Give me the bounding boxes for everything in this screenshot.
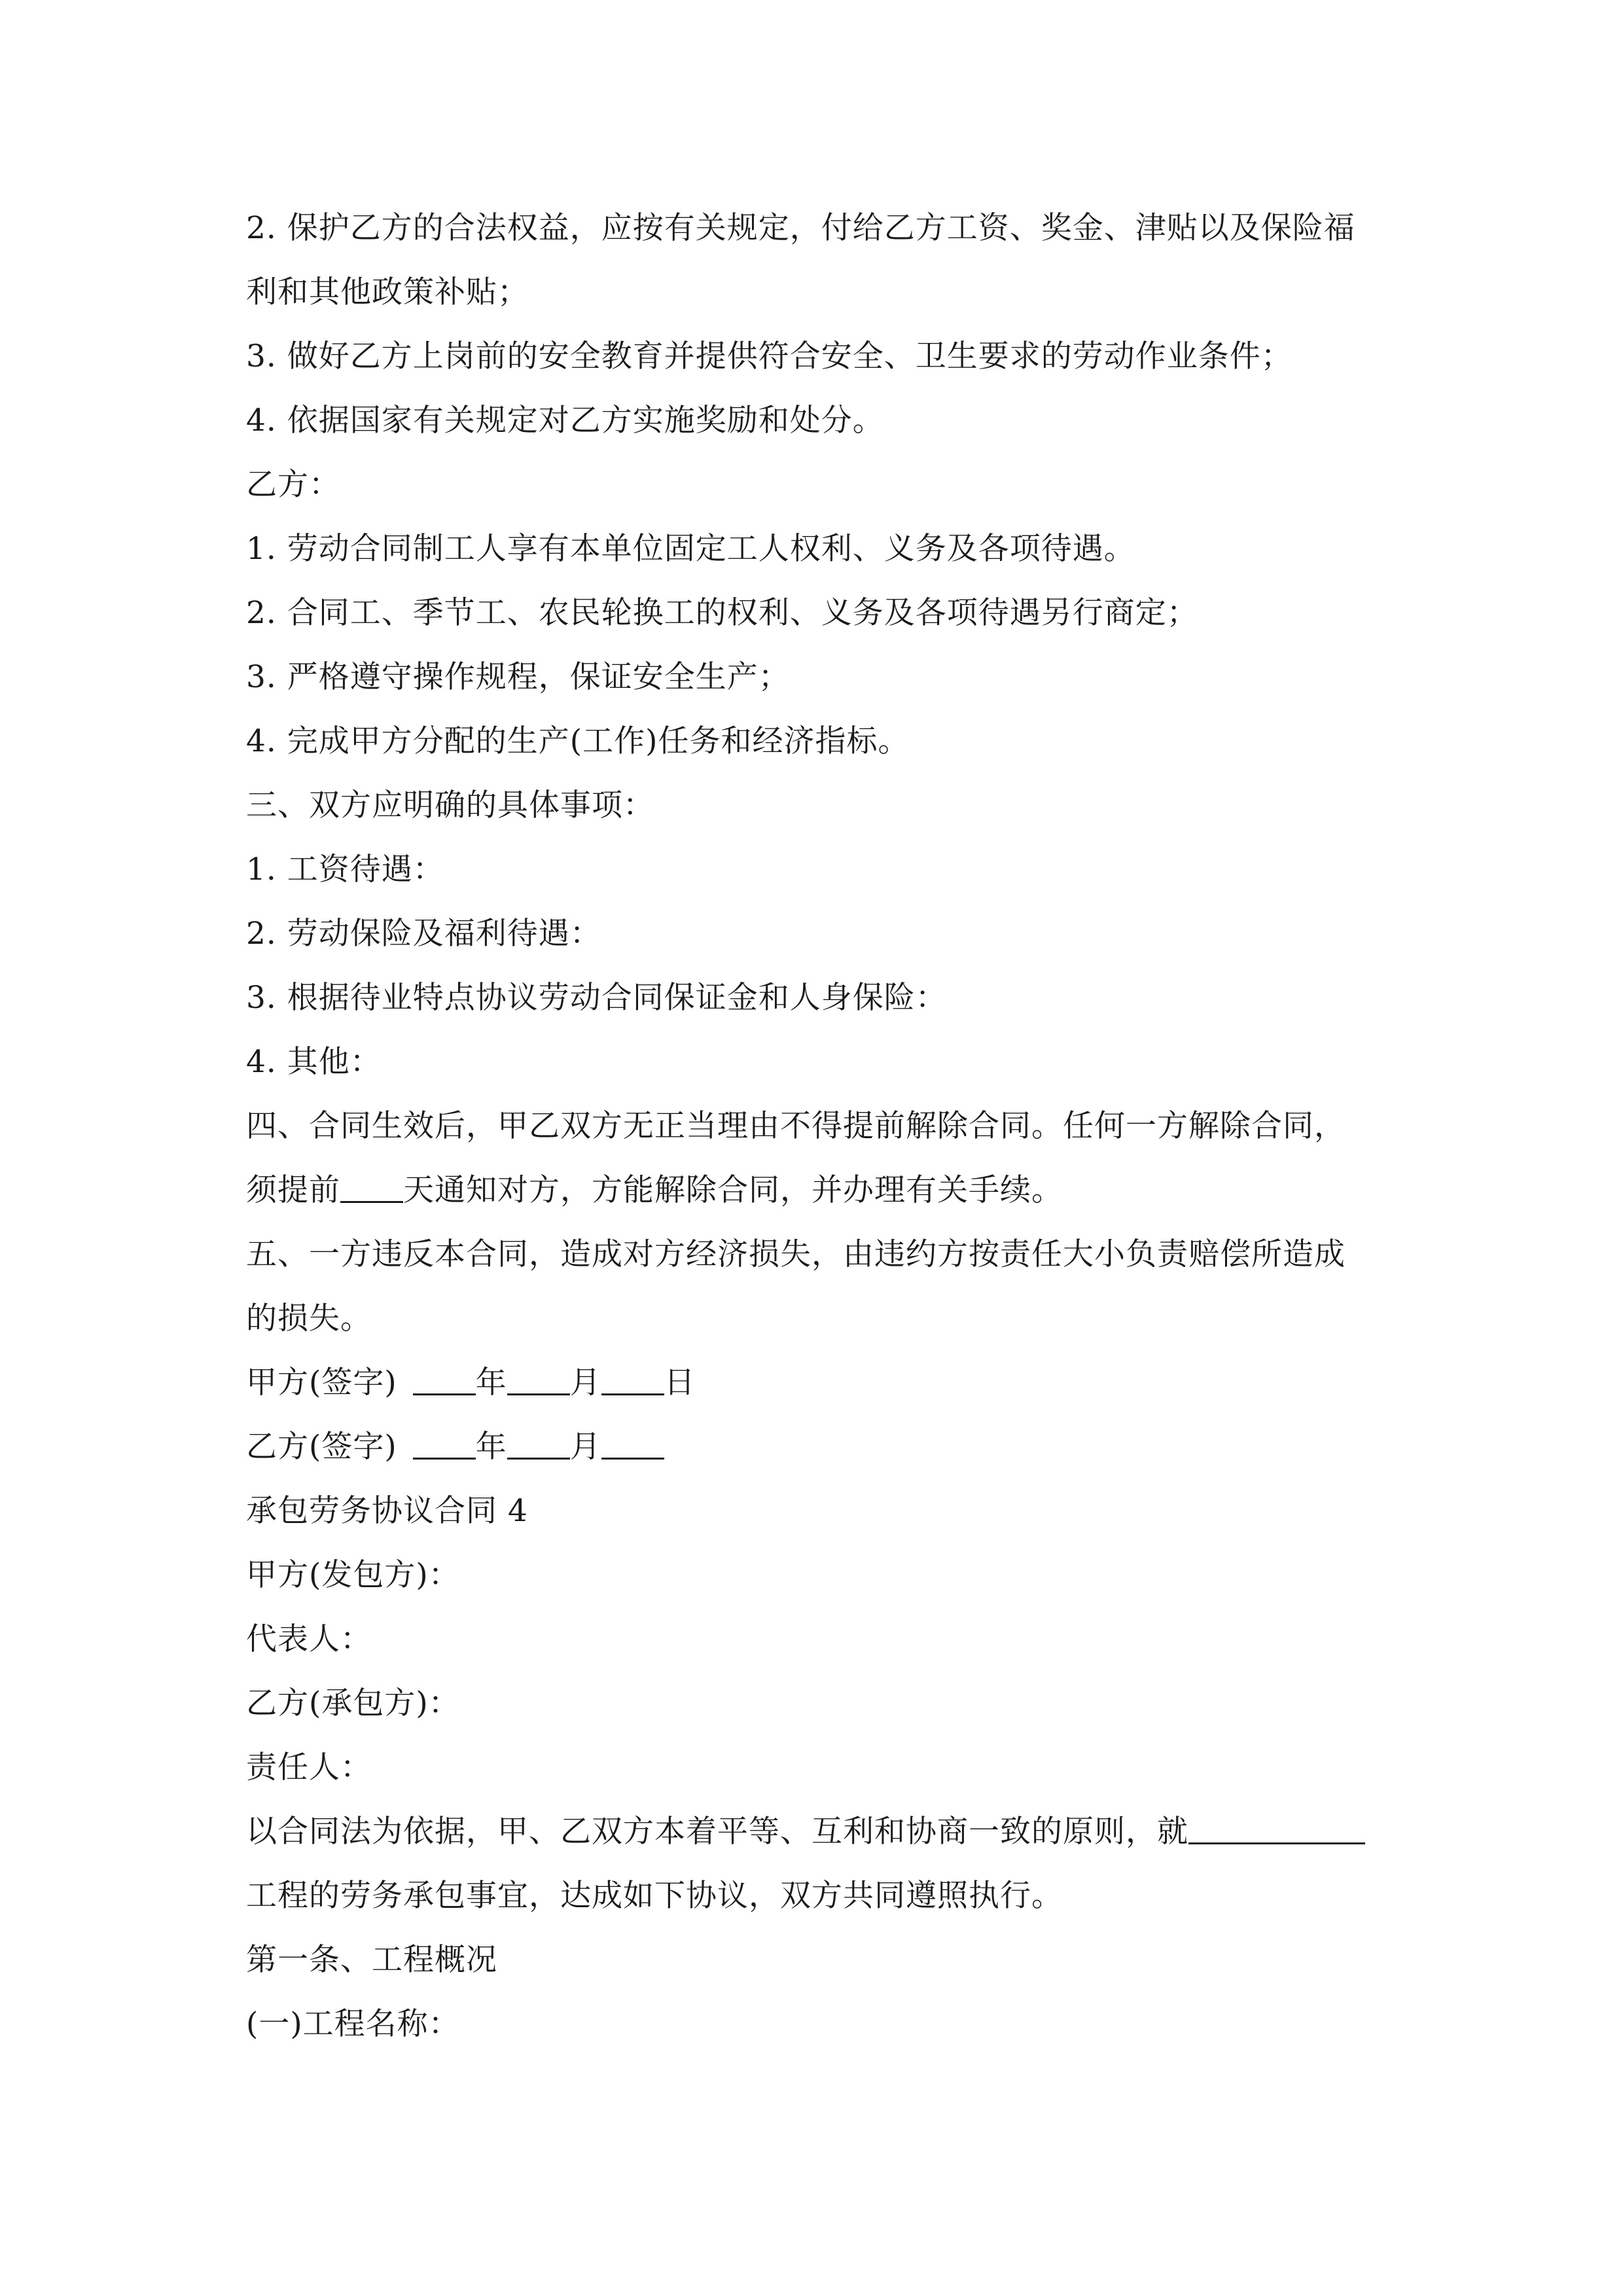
text-line: 的损失。 bbox=[246, 1300, 372, 1336]
text-line: 3. 做好乙方上岗前的安全教育并提供符合安全、卫生要求的劳动作业条件； bbox=[246, 338, 1293, 374]
month-blank-field[interactable] bbox=[507, 1367, 570, 1395]
year-label: 年 bbox=[475, 1429, 507, 1465]
signature-line-party-b bbox=[246, 1415, 1398, 1479]
month-label: 月 bbox=[569, 1365, 601, 1401]
text-line: 4. 依据国家有关规定对乙方实施奖励和处分。 bbox=[246, 403, 884, 439]
year-label: 年 bbox=[475, 1365, 507, 1401]
days-blank-field[interactable] bbox=[340, 1175, 403, 1203]
basis-text: 以合同法为依据，甲、乙双方本着平等、互利和协商一致的原则，就 bbox=[246, 1814, 1188, 1850]
notice-after: 天通知对方，方能解除合同，并办理有关手续。 bbox=[403, 1172, 1063, 1208]
document-body bbox=[246, 196, 1398, 2056]
text-line: 利和其他政策补贴； bbox=[246, 274, 529, 310]
text-line: 甲方(发包方)： bbox=[246, 1557, 460, 1593]
signature-line-party-a bbox=[246, 1351, 1398, 1415]
text-line: 4. 其他： bbox=[246, 1044, 382, 1080]
day-blank-field[interactable] bbox=[601, 1431, 664, 1460]
notice-line bbox=[246, 1158, 1398, 1223]
basis-line bbox=[246, 1800, 1398, 1864]
year-blank-field[interactable] bbox=[413, 1367, 476, 1395]
text-line: 2. 合同工、季节工、农民轮换工的权利、义务及各项待遇另行商定； bbox=[246, 595, 1198, 631]
text-line: 责任人： bbox=[246, 1749, 372, 1785]
text-line: 乙方： bbox=[246, 467, 340, 503]
text-line: 四、合同生效后，甲乙双方无正当理由不得提前解除合同。任何一方解除合同， bbox=[246, 1108, 1346, 1144]
text-line: 4. 完成甲方分配的生产(工作)任务和经济指标。 bbox=[246, 723, 910, 759]
section-heading: 承包劳务协议合同 4 bbox=[246, 1493, 528, 1529]
article-heading: 第一条、工程概况 bbox=[246, 1942, 497, 1978]
month-label: 月 bbox=[569, 1429, 601, 1465]
notice-before: 须提前 bbox=[246, 1172, 340, 1208]
text-line: 五、一方违反本合同，造成对方经济损失，由违约方按责任大小负责赔偿所造成 bbox=[246, 1236, 1346, 1272]
day-label: 日 bbox=[664, 1365, 696, 1401]
text-line: 2. 劳动保险及福利待遇： bbox=[246, 916, 601, 952]
text-line: 工程的劳务承包事宜，达成如下协议，双方共同遵照执行。 bbox=[246, 1878, 1063, 1914]
text-line: (一)工程名称： bbox=[246, 2006, 460, 2042]
party-a-signature-label: 甲方(签字) bbox=[246, 1365, 397, 1401]
text-line: 代表人： bbox=[246, 1621, 372, 1657]
text-line: 1. 工资待遇： bbox=[246, 852, 444, 888]
year-blank-field[interactable] bbox=[413, 1431, 476, 1460]
month-blank-field[interactable] bbox=[507, 1431, 570, 1460]
day-blank-field[interactable] bbox=[601, 1367, 664, 1395]
text-line: 3. 根据待业特点协议劳动合同保证金和人身保险： bbox=[246, 980, 947, 1016]
text-line: 3. 严格遵守操作规程，保证安全生产； bbox=[246, 659, 790, 695]
text-line: 乙方(承包方)： bbox=[246, 1685, 460, 1721]
party-b-signature-label: 乙方(签字) bbox=[246, 1429, 397, 1465]
text-line: 2. 保护乙方的合法权益，应按有关规定，付给乙方工资、奖金、津贴以及保险福 bbox=[246, 210, 1355, 246]
text-line: 三、双方应明确的具体事项： bbox=[246, 787, 654, 823]
text-line: 1. 劳动合同制工人享有本单位固定工人权利、义务及各项待遇。 bbox=[246, 531, 1135, 567]
project-blank-field[interactable] bbox=[1188, 1816, 1365, 1844]
